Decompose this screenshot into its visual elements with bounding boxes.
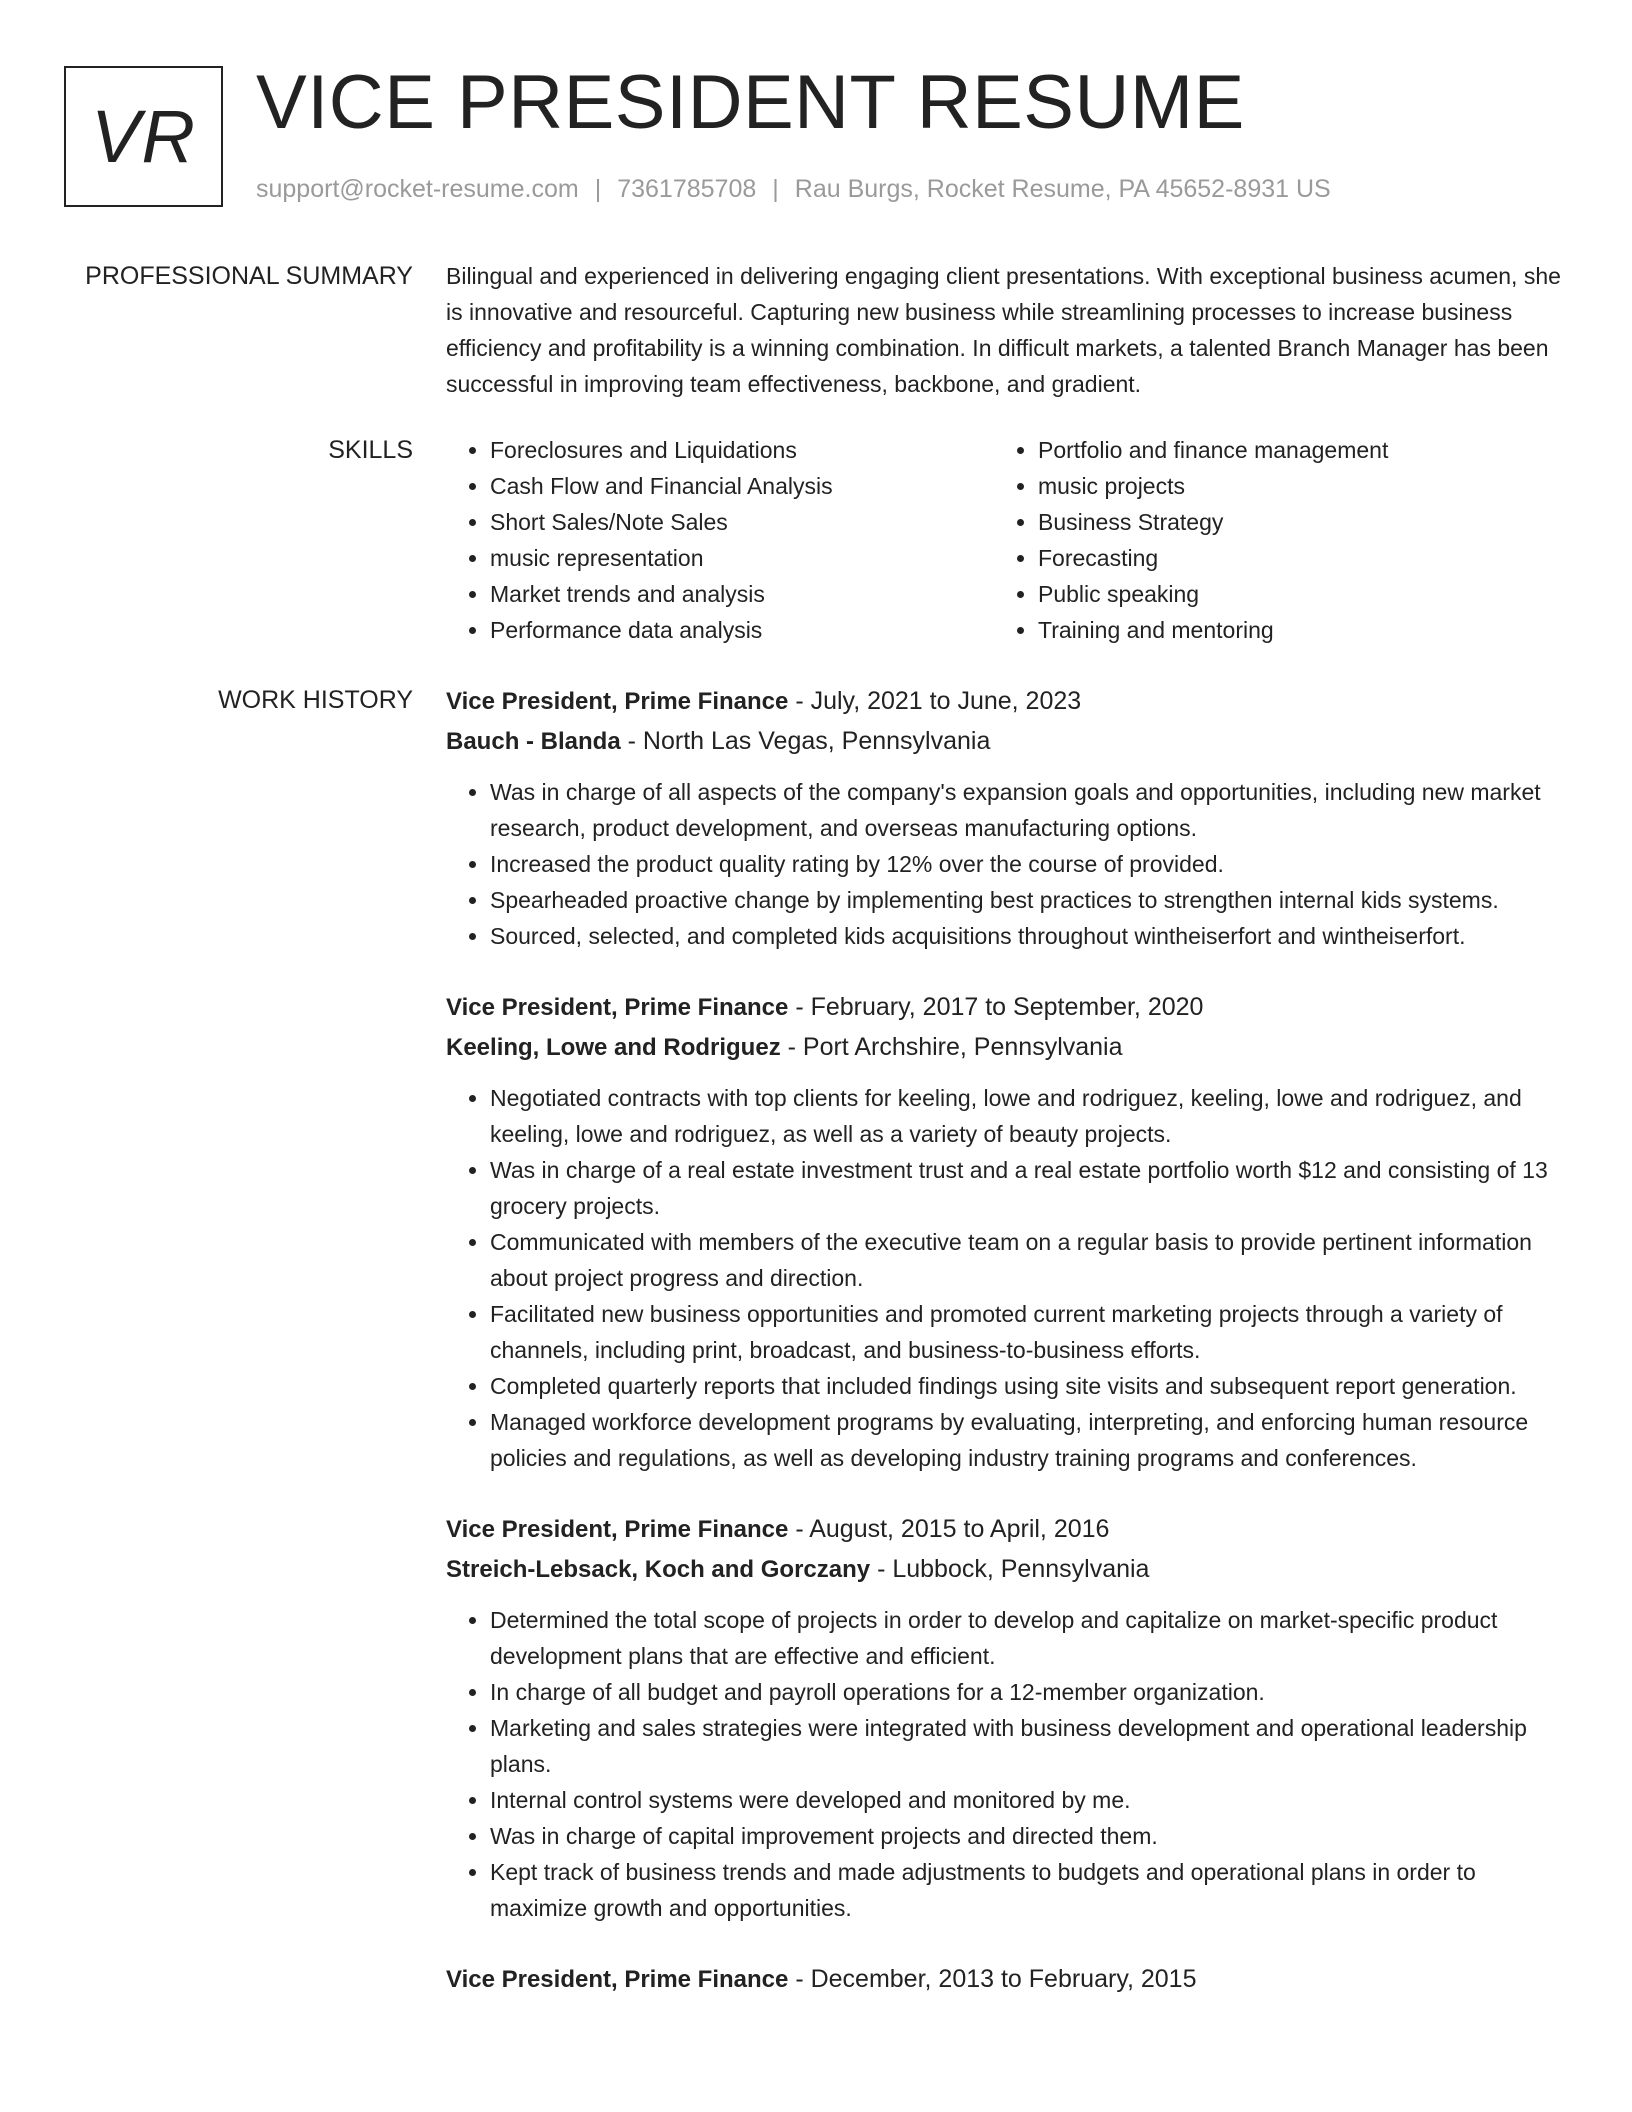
summary-text: Bilingual and experienced in delivering engaging client presentations. With exceptional business acumen, she is innovative and resourceful. Capturing new business while streamlining processes to increase business efficiency and profitability is a winning combination. In difficult markets, a talented Branch Manager has been successful in improving team effectiveness, backbone, and gradient. — [446, 263, 1561, 397]
job-dates: - February, 2017 to September, 2020 — [788, 993, 1204, 1021]
job-bullet: • Determined the total scope of projects in order to develop and capitalize on market-specific product development plans that are effective and efficient. — [490, 1602, 1566, 1674]
job-title-line — [446, 682, 1566, 721]
job-bullet: • Was in charge of capital improvement projects and directed them. — [490, 1818, 1566, 1854]
skill-item: • Training and mentoring — [1038, 612, 1542, 648]
skill-item: • Market trends and analysis — [490, 576, 994, 612]
job-company: Keeling, Lowe and Rodriguez — [446, 1034, 781, 1061]
job-dates: - August, 2015 to April, 2016 — [788, 1515, 1110, 1543]
job-entry — [446, 682, 1566, 954]
job-bullet: • In charge of all budget and payroll operations for a 12-member organization. — [490, 1674, 1566, 1710]
work-history-body — [446, 682, 1566, 2033]
contact-address: Rau Burgs, Rocket Resume, PA 45652-8931 US — [794, 175, 1331, 203]
job-company-line — [446, 721, 1566, 762]
job-bullet: • Increased the product quality rating by 12% over the course of provided. — [490, 846, 1566, 882]
skill-item: • Short Sales/Note Sales — [490, 504, 994, 540]
job-company-line — [446, 1549, 1566, 1590]
skill-item: • Performance data analysis — [490, 612, 994, 648]
job-bullets — [446, 1602, 1566, 1926]
job-bullet: • Marketing and sales strategies were integrated with business development and operational leadership plans. — [490, 1710, 1566, 1782]
resume-title: VICE PRESIDENT RESUME — [256, 60, 1245, 145]
skill-item: • Foreclosures and Liquidations — [490, 432, 994, 468]
job-bullet: • Managed workforce development programs by evaluating, interpreting, and enforcing human resource policies and regulations, as well as developing industry training programs and conferences. — [490, 1404, 1566, 1476]
monogram-badge — [64, 66, 223, 207]
skills-list-right — [994, 432, 1542, 648]
summary-heading: PROFESSIONAL SUMMARY — [85, 262, 413, 290]
job-bullet: • Sourced, selected, and completed kids acquisitions throughout wintheiserfort and wintheiserfort. — [490, 918, 1566, 954]
job-bullet: • Negotiated contracts with top clients for keeling, lowe and rodriguez, keeling, lowe and rodriguez, and keeling, lowe and rodriguez, as well as a variety of beauty projects. — [490, 1080, 1566, 1152]
skills-heading: SKILLS — [328, 436, 413, 464]
job-company-line — [446, 1027, 1566, 1068]
summary-body — [446, 258, 1566, 402]
job-bullets — [446, 1080, 1566, 1476]
contact-line — [256, 174, 1331, 204]
skill-item: • Business Strategy — [1038, 504, 1542, 540]
job-title: Vice President, Prime Finance — [446, 1516, 789, 1543]
skill-item: • Cash Flow and Financial Analysis — [490, 468, 994, 504]
job-bullet: • Was in charge of a real estate investment trust and a real estate portfolio worth $12 and consisting of 13 grocery projects. — [490, 1152, 1566, 1224]
job-location: - Lubbock, Pennsylvania — [870, 1555, 1150, 1583]
job-location: - North Las Vegas, Pennsylvania — [620, 727, 991, 755]
job-bullet: • Communicated with members of the executive team on a regular basis to provide pertinent information about project progress and direction. — [490, 1224, 1566, 1296]
job-entry — [446, 1510, 1566, 1926]
job-title: Vice President, Prime Finance — [446, 688, 789, 715]
job-bullet: • Kept track of business trends and made adjustments to budgets and operational plans in order to maximize growth and opportunities. — [490, 1854, 1566, 1926]
job-bullets — [446, 774, 1566, 954]
skill-item: • Portfolio and finance management — [1038, 432, 1542, 468]
job-bullet: • Spearheaded proactive change by implementing best practices to strengthen internal kids systems. — [490, 882, 1566, 918]
job-title-line — [446, 988, 1566, 1027]
skills-list-left — [446, 432, 994, 648]
skill-item: • Public speaking — [1038, 576, 1542, 612]
job-company: Streich-Lebsack, Koch and Gorczany — [446, 1556, 871, 1583]
monogram-initials: VR — [91, 95, 196, 178]
job-title-line — [446, 1960, 1566, 1999]
job-title-line — [446, 1510, 1566, 1549]
contact-separator: | — [772, 175, 779, 203]
job-bullet: • Was in charge of all aspects of the company's expansion goals and opportunities, including new market research, product development, and overseas manufacturing options. — [490, 774, 1566, 846]
job-title: Vice President, Prime Finance — [446, 1966, 789, 1993]
skill-item: • music projects — [1038, 468, 1542, 504]
job-location: - Port Archshire, Pennsylvania — [780, 1033, 1123, 1061]
job-title: Vice President, Prime Finance — [446, 994, 789, 1021]
job-dates: - July, 2021 to June, 2023 — [788, 687, 1082, 715]
contact-phone[interactable]: 7361785708 — [617, 175, 757, 203]
contact-separator: | — [594, 175, 602, 203]
skills-body — [446, 432, 1566, 648]
job-company: Bauch - Blanda — [446, 728, 621, 755]
job-bullet: • Internal control systems were developed and monitored by me. — [490, 1782, 1566, 1818]
job-bullet: • Facilitated new business opportunities and promoted current marketing projects through a variety of channels, including print, broadcast, and business-to-business efforts. — [490, 1296, 1566, 1368]
work-history-heading: WORK HISTORY — [218, 686, 413, 714]
job-entry — [446, 1960, 1566, 1999]
job-bullet: • Completed quarterly reports that included findings using site visits and subsequent report generation. — [490, 1368, 1566, 1404]
skill-item: • music representation — [490, 540, 994, 576]
contact-email[interactable]: support@rocket-resume.com — [256, 175, 579, 203]
job-entry — [446, 988, 1566, 1476]
skill-item: • Forecasting — [1038, 540, 1542, 576]
job-dates: - December, 2013 to February, 2015 — [788, 1965, 1197, 1993]
